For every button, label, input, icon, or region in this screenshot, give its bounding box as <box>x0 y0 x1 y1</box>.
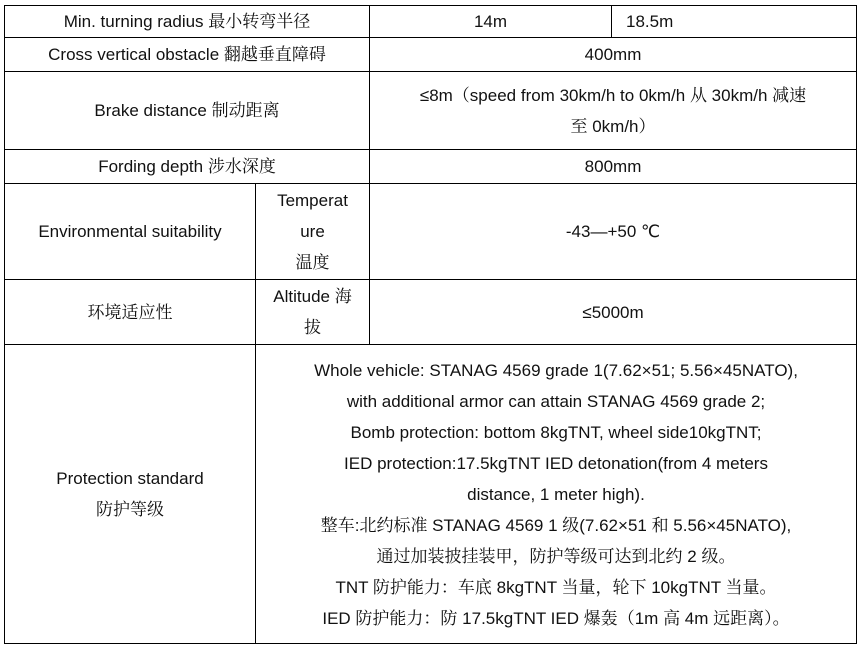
temperature-value: -43—+50 ℃ <box>370 184 857 280</box>
altitude-value: ≤5000m <box>370 280 857 345</box>
protection-label-cn: 防护等级 <box>96 500 164 519</box>
protection-line: with additional armor can attain STANAG 4569 grade 2; <box>346 391 766 411</box>
turning-radius-value-a: 14m <box>370 6 612 38</box>
protection-line: distance, 1 meter high). <box>467 484 645 504</box>
protection-line: 通过加装披挂装甲，防护等级可达到北约 2 级。 <box>376 546 736 566</box>
brake-distance-label: Brake distance 制动距离 <box>5 72 370 150</box>
altitude-label <box>256 280 370 345</box>
vertical-obstacle-label: Cross vertical obstacle 翻越垂直障碍 <box>5 38 370 72</box>
altitude-label-line: 拔 <box>304 318 321 337</box>
altitude-label-line: Altitude 海 <box>273 287 352 306</box>
temperature-label-line: 温度 <box>295 253 330 272</box>
turning-radius-label: Min. turning radius 最小转弯半径 <box>5 6 370 38</box>
protection-line: Whole vehicle: STANAG 4569 grade 1(7.62×51; 5.56×45NATO), <box>314 360 798 380</box>
altitude-row <box>5 280 857 345</box>
fording-depth-value: 800mm <box>370 150 857 184</box>
temperature-label-line: ure <box>300 222 325 241</box>
protection-line: 整车:北约标准 STANAG 4569 1 级(7.62×51 和 5.56×45NATO), <box>320 515 792 535</box>
turning-radius-row <box>5 6 857 38</box>
environmental-label-en: Environmental suitability <box>5 184 256 280</box>
vertical-obstacle-row <box>5 38 857 72</box>
temperature-label <box>256 184 370 280</box>
environmental-label-cn: 环境适应性 <box>5 280 256 345</box>
brake-distance-value <box>370 72 857 150</box>
brake-distance-value-line: ≤8m（speed from 30km/h to 0km/h 从 30km/h 减速 <box>419 85 807 105</box>
fording-depth-label: Fording depth 涉水深度 <box>5 150 370 184</box>
temperature-row <box>5 184 857 280</box>
protection-line: IED protection:17.5kgTNT IED detonation(from 4 meters <box>344 453 768 473</box>
protection-label-en: Protection standard <box>56 469 204 488</box>
protection-line: Bomb protection: bottom 8kgTNT, wheel side10kgTNT; <box>350 422 762 442</box>
brake-distance-row <box>5 72 857 150</box>
temperature-label-line: Temperat <box>277 191 348 210</box>
vertical-obstacle-value: 400mm <box>370 38 857 72</box>
turning-radius-value-b: 18.5m <box>612 6 857 38</box>
fording-depth-row <box>5 150 857 184</box>
protection-line: TNT 防护能力：车底 8kgTNT 当量，轮下 10kgTNT 当量。 <box>335 577 777 597</box>
protection-label <box>5 345 256 644</box>
specification-table <box>4 5 857 644</box>
protection-value <box>256 345 857 644</box>
protection-row <box>5 345 857 644</box>
brake-distance-value-line: 至 0km/h） <box>570 116 656 136</box>
protection-line: IED 防护能力：防 17.5kgTNT IED 爆轰（1m 高 4m 远距离）。 <box>322 608 790 628</box>
